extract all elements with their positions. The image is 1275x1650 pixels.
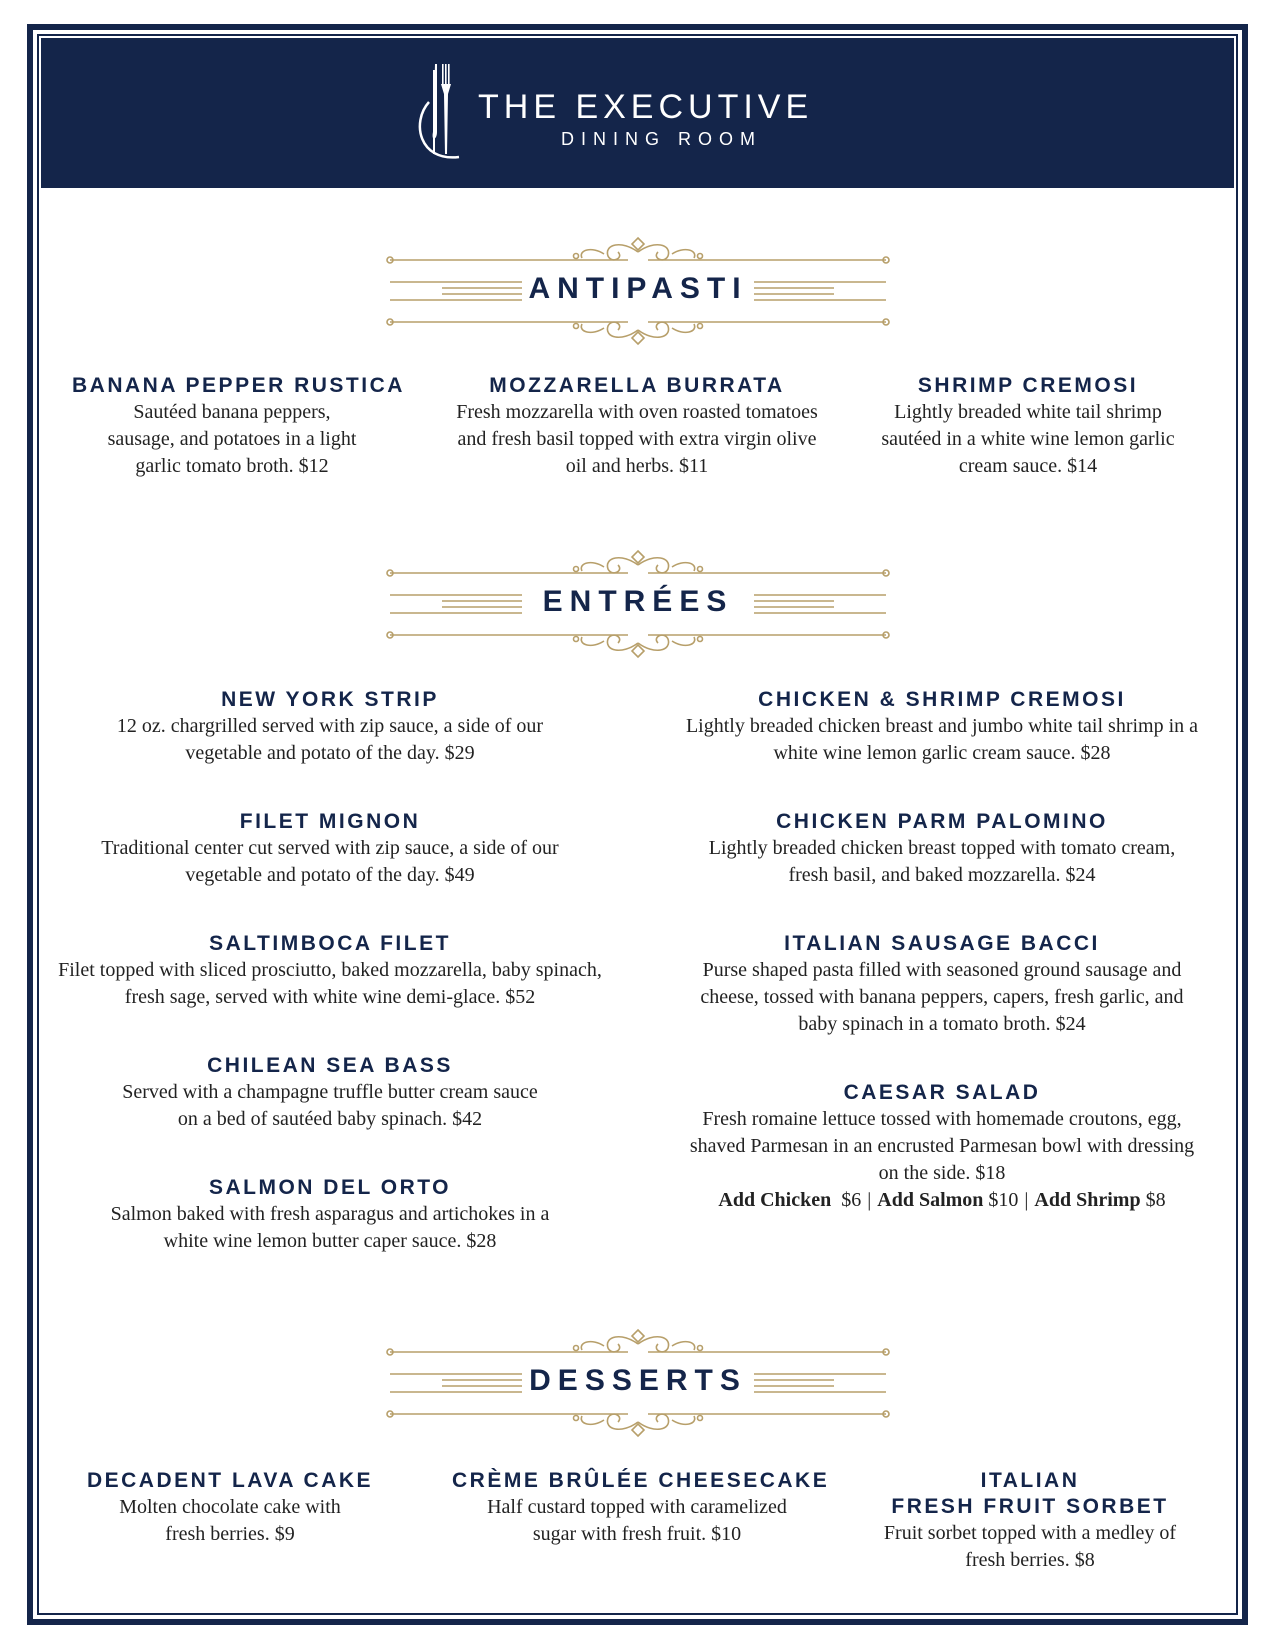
entrees-heading	[382, 545, 894, 663]
item-name: SALMON DEL ORTO	[208, 1176, 452, 1199]
item-description: Fresh romaine lettuce tossed with homemade croutons, egg, shaved Parmesan in an encrusted Parmesan bowl with dressing on the side. $18	[689, 1108, 1195, 1184]
item-name: BANANA PEPPER RUSTICA	[72, 374, 405, 397]
item-description: Salmon baked with fresh asparagus and artichokes in a white wine lemon butter caper sauce. $28	[110, 1203, 550, 1252]
addon-label: Add Shrimp	[1034, 1189, 1141, 1211]
antipasti-title: ANTIPASTI	[528, 272, 748, 305]
item-name: ITALIAN SAUSAGE BACCI	[784, 932, 1100, 955]
header-subtitle: DINING ROOM	[561, 129, 762, 149]
menu-item	[72, 373, 405, 480]
fork-knife-icon	[415, 62, 475, 177]
item-name: DECADENT LAVA CAKE	[86, 1469, 374, 1492]
entrees-title: ENTRÉES	[542, 585, 734, 618]
menu-item	[685, 931, 1199, 1038]
addon-price: $8	[1145, 1189, 1166, 1211]
item-name: CHILEAN SEA BASS	[207, 1054, 453, 1077]
addon-separator: |	[867, 1189, 872, 1211]
addon-label: Add Chicken	[718, 1189, 832, 1211]
menu-item	[90, 687, 570, 767]
menu-item	[868, 373, 1188, 480]
item-description: Fruit sorbet topped with a medley of fresh berries. $8	[883, 1522, 1177, 1571]
menu-item	[695, 809, 1189, 889]
addon-price: $10	[988, 1189, 1019, 1211]
item-description: Filet topped with sliced prosciutto, baked mozzarella, baby spinach, fresh sage, served with white wine demi-glace. $52	[58, 959, 602, 1008]
item-name: CRÈME BRÛLÉE CHEESECAKE	[452, 1469, 830, 1492]
item-description: Molten chocolate cake with fresh berries. $9	[119, 1496, 341, 1545]
caesar-addons	[685, 1187, 1199, 1214]
menu-item	[870, 1468, 1190, 1574]
menu-item	[452, 373, 822, 480]
item-name: CAESAR SALAD	[843, 1081, 1041, 1104]
item-description: Purse shaped pasta filled with seasoned ground sausage and cheese, tossed with banana peppers, capers, fresh garlic, and baby spinach in a tomato broth. $24	[700, 959, 1184, 1035]
item-description: 12 oz. chargrilled served with zip sauce, a side of our vegetable and potato of the day. $29	[116, 715, 544, 764]
item-description: Lightly breaded chicken breast and jumbo white tail shrimp in a white wine lemon garlic cream sauce. $28	[685, 715, 1199, 764]
menu-item	[56, 931, 604, 1011]
menu-item	[90, 809, 570, 889]
item-name: NEW YORK STRIP	[221, 688, 439, 711]
item-name: SALTIMBOCA FILET	[209, 932, 451, 955]
item-description: Lightly breaded white tail shrimp sautéed in a white wine lemon garlic cream sauce. $14	[881, 401, 1175, 477]
menu-item	[685, 687, 1199, 767]
item-name: ITALIAN	[980, 1469, 1080, 1492]
item-description: Traditional center cut served with zip sauce, a side of our vegetable and potato of the day. $49	[101, 837, 559, 886]
item-name: CHICKEN & SHRIMP CREMOSI	[758, 688, 1126, 711]
addon-price: $6	[841, 1189, 862, 1211]
addon-label: Add Salmon	[877, 1189, 984, 1211]
header-title: THE EXECUTIVE	[478, 88, 814, 126]
item-description: Served with a champagne truffle butter cream sauce on a bed of sautéed baby spinach. $42	[122, 1081, 538, 1130]
desserts-title: DESSERTS	[529, 1364, 747, 1397]
menu-item	[452, 1468, 830, 1548]
menu-item	[110, 1053, 550, 1133]
item-description: Fresh mozzarella with oven roasted tomatoes and fresh basil topped with extra virgin olive oil and herbs. $11	[456, 401, 818, 477]
antipasti-heading	[382, 232, 894, 350]
item-description: Lightly breaded chicken breast topped with tomato cream, fresh basil, and baked mozzarella. $24	[708, 837, 1176, 886]
menu-item	[80, 1468, 380, 1548]
menu-item	[685, 1080, 1199, 1214]
menu-item	[90, 1175, 570, 1255]
item-name: SHRIMP CREMOSI	[917, 374, 1139, 397]
item-name: FRESH FRUIT SORBET	[891, 1495, 1169, 1518]
item-name: FILET MIGNON	[239, 810, 421, 833]
addon-separator: |	[1024, 1189, 1029, 1211]
item-name: MOZZARELLA BURRATA	[489, 374, 785, 397]
item-name: CHICKEN PARM PALOMINO	[776, 810, 1108, 833]
desserts-heading	[382, 1324, 894, 1442]
item-description: Sautéed banana peppers, sausage, and potatoes in a light garlic tomato broth. $12	[107, 401, 357, 477]
item-description: Half custard topped with caramelized sugar with fresh fruit. $10	[487, 1496, 787, 1545]
